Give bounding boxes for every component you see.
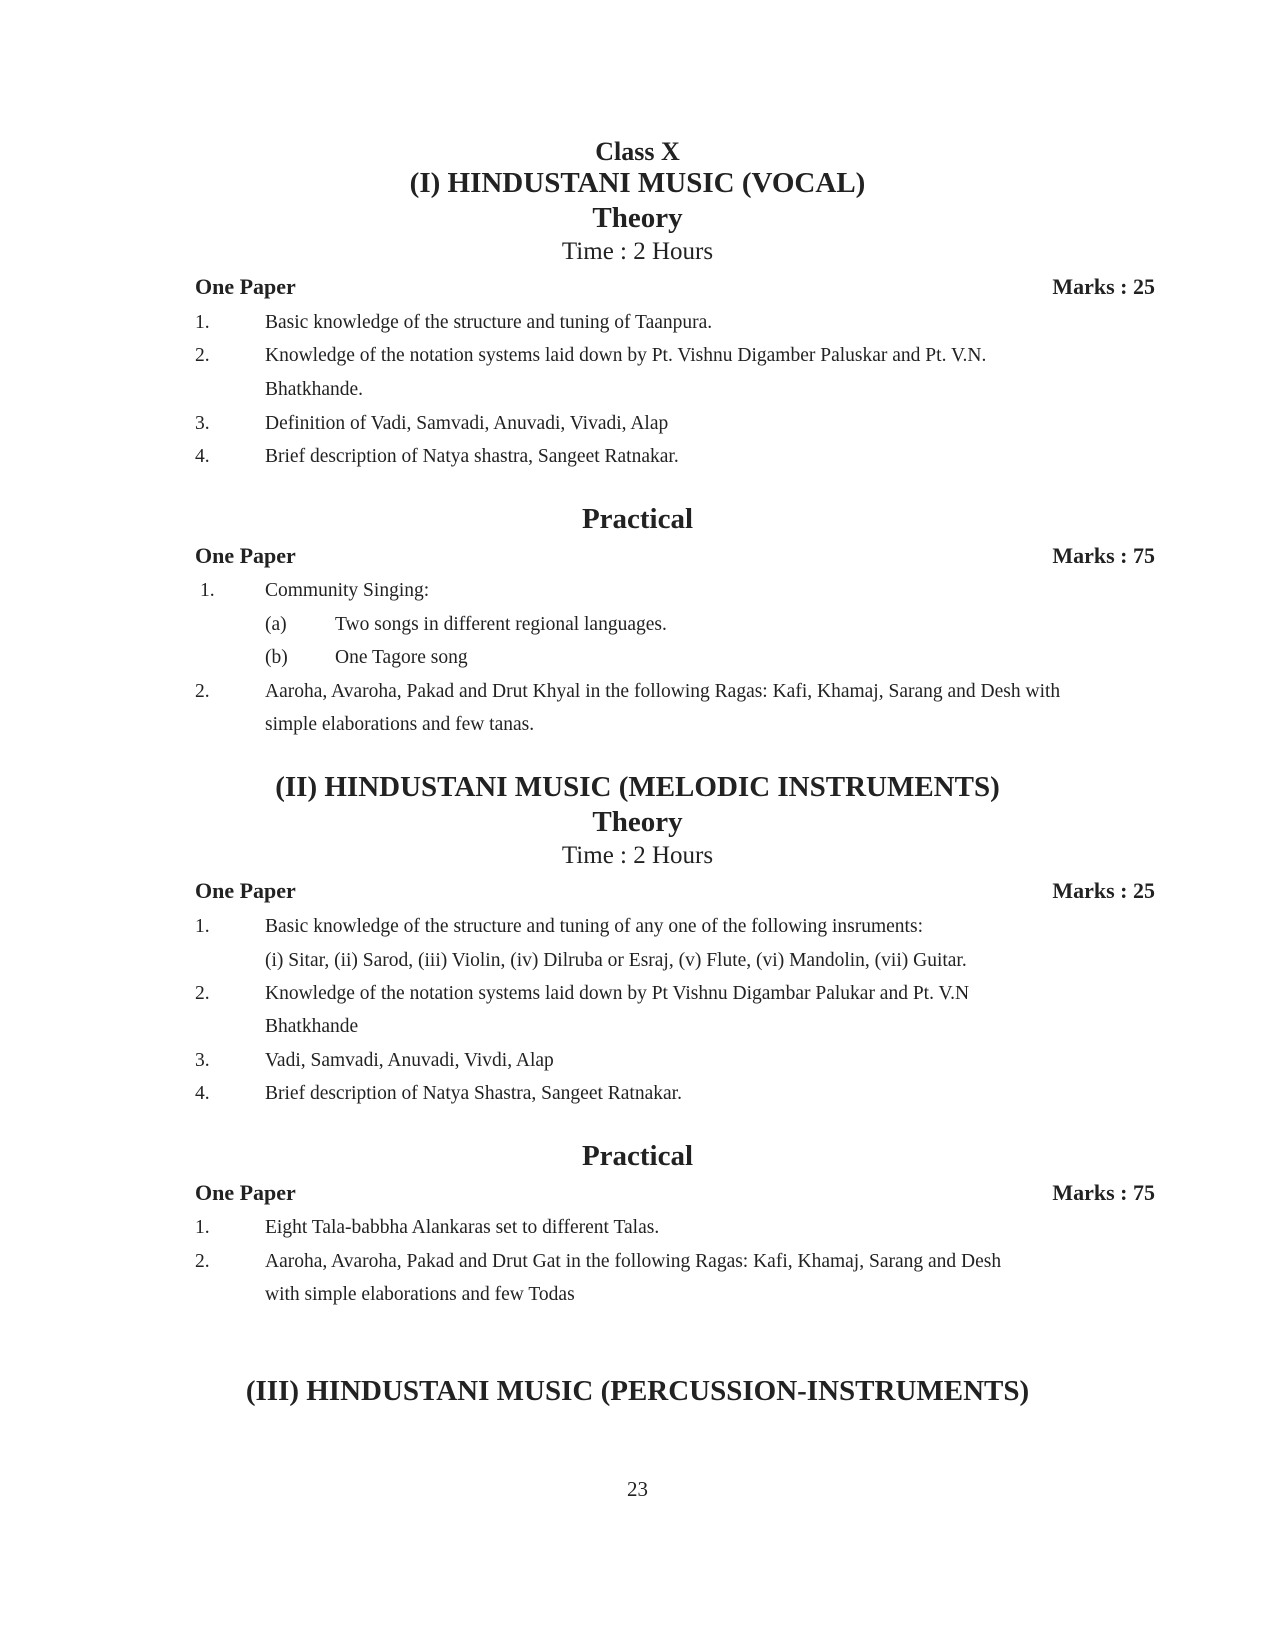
section2-time: Time : 2 Hours <box>561 842 714 869</box>
marks-label: Marks : 75 <box>1052 543 1155 568</box>
paper-label: One Paper <box>195 274 296 299</box>
list-item-number: 3. <box>195 413 210 434</box>
list-item-text: Aaroha, Avaroha, Pakad and Drut Gat in the following Ragas: Kafi, Khamaj, Sarang and Desh <box>265 1251 1002 1272</box>
list-item-text: Community Singing: <box>265 580 430 601</box>
class-heading: Class X <box>595 137 680 166</box>
section2-theory-heading: Theory <box>592 806 683 838</box>
list-item-text: Brief description of Natya Shastra, Sangeet Ratnakar. <box>265 1083 682 1104</box>
list-item-number: 2. <box>195 1251 210 1272</box>
list-item-text: Basic knowledge of the structure and tuning of any one of the following insruments: <box>265 916 923 937</box>
list-item-text: Eight Tala-babbha Alankaras set to different Talas. <box>265 1217 660 1238</box>
list-item-number: 1. <box>195 1217 210 1238</box>
list-item-text: Bhatkhande <box>265 1016 359 1037</box>
list-item-text: Aaroha, Avaroha, Pakad and Drut Khyal in the following Ragas: Kafi, Khamaj, Sarang and Desh with <box>265 681 1061 702</box>
list-item-text: Vadi, Samvadi, Anuvadi, Vivdi, Alap <box>265 1050 554 1071</box>
section2-title: (II) HINDUSTANI MUSIC (MELODIC INSTRUMENTS) <box>275 771 1000 803</box>
list-item-text: Knowledge of the notation systems laid down by Pt. Vishnu Digamber Paluskar and Pt. V.N. <box>265 345 987 366</box>
list-item-text: Brief description of Natya shastra, Sangeet Ratnakar. <box>265 446 679 467</box>
section1-time: Time : 2 Hours <box>561 238 714 265</box>
paper-label: One Paper <box>195 1180 296 1205</box>
list-item-number: 2. <box>195 681 210 702</box>
list-item-text: with simple elaborations and few Todas <box>265 1284 575 1305</box>
sub-item-text: One Tagore song <box>335 647 468 668</box>
list-item-number: 1. <box>200 580 215 601</box>
section1-theory-heading: Theory <box>592 202 683 234</box>
list-item-text: Definition of Vadi, Samvadi, Anuvadi, Vivadi, Alap <box>265 413 669 434</box>
sub-item-label: (a) <box>265 614 287 635</box>
marks-label: Marks : 25 <box>1052 274 1155 299</box>
section1-title: (I) HINDUSTANI MUSIC (VOCAL) <box>409 167 866 199</box>
list-item-text: Basic knowledge of the structure and tuning of Taanpura. <box>265 312 713 333</box>
page-number: 23 <box>627 1477 648 1501</box>
section2-practical-heading: Practical <box>581 1140 694 1172</box>
list-item-text: (i) Sitar, (ii) Sarod, (iii) Violin, (iv) Dilruba or Esraj, (v) Flute, (vi) Mandolin, (vii) Guitar. <box>265 950 967 971</box>
paper-label: One Paper <box>195 878 296 903</box>
list-item-text: Knowledge of the notation systems laid down by Pt Vishnu Digambar Palukar and Pt. V.N <box>265 983 970 1004</box>
list-item-number: 3. <box>195 1050 210 1071</box>
marks-label: Marks : 25 <box>1052 878 1155 903</box>
list-item-text: simple elaborations and few tanas. <box>265 714 535 735</box>
list-item-number: 2. <box>195 345 210 366</box>
section1-practical-heading: Practical <box>581 503 694 535</box>
list-item-number: 2. <box>195 983 210 1004</box>
sub-item-text: Two songs in different regional languages. <box>335 614 667 635</box>
marks-label: Marks : 75 <box>1052 1180 1155 1205</box>
list-item-number: 1. <box>195 916 210 937</box>
list-item-number: 4. <box>195 446 210 467</box>
sub-item-label: (b) <box>265 647 288 668</box>
paper-label: One Paper <box>195 543 296 568</box>
list-item-number: 1. <box>195 312 210 333</box>
list-item-number: 4. <box>195 1083 210 1104</box>
list-item-text: Bhatkhande. <box>265 379 364 400</box>
section3-title: (III) HINDUSTANI MUSIC (PERCUSSION-INSTRUMENTS) <box>245 1375 1030 1407</box>
